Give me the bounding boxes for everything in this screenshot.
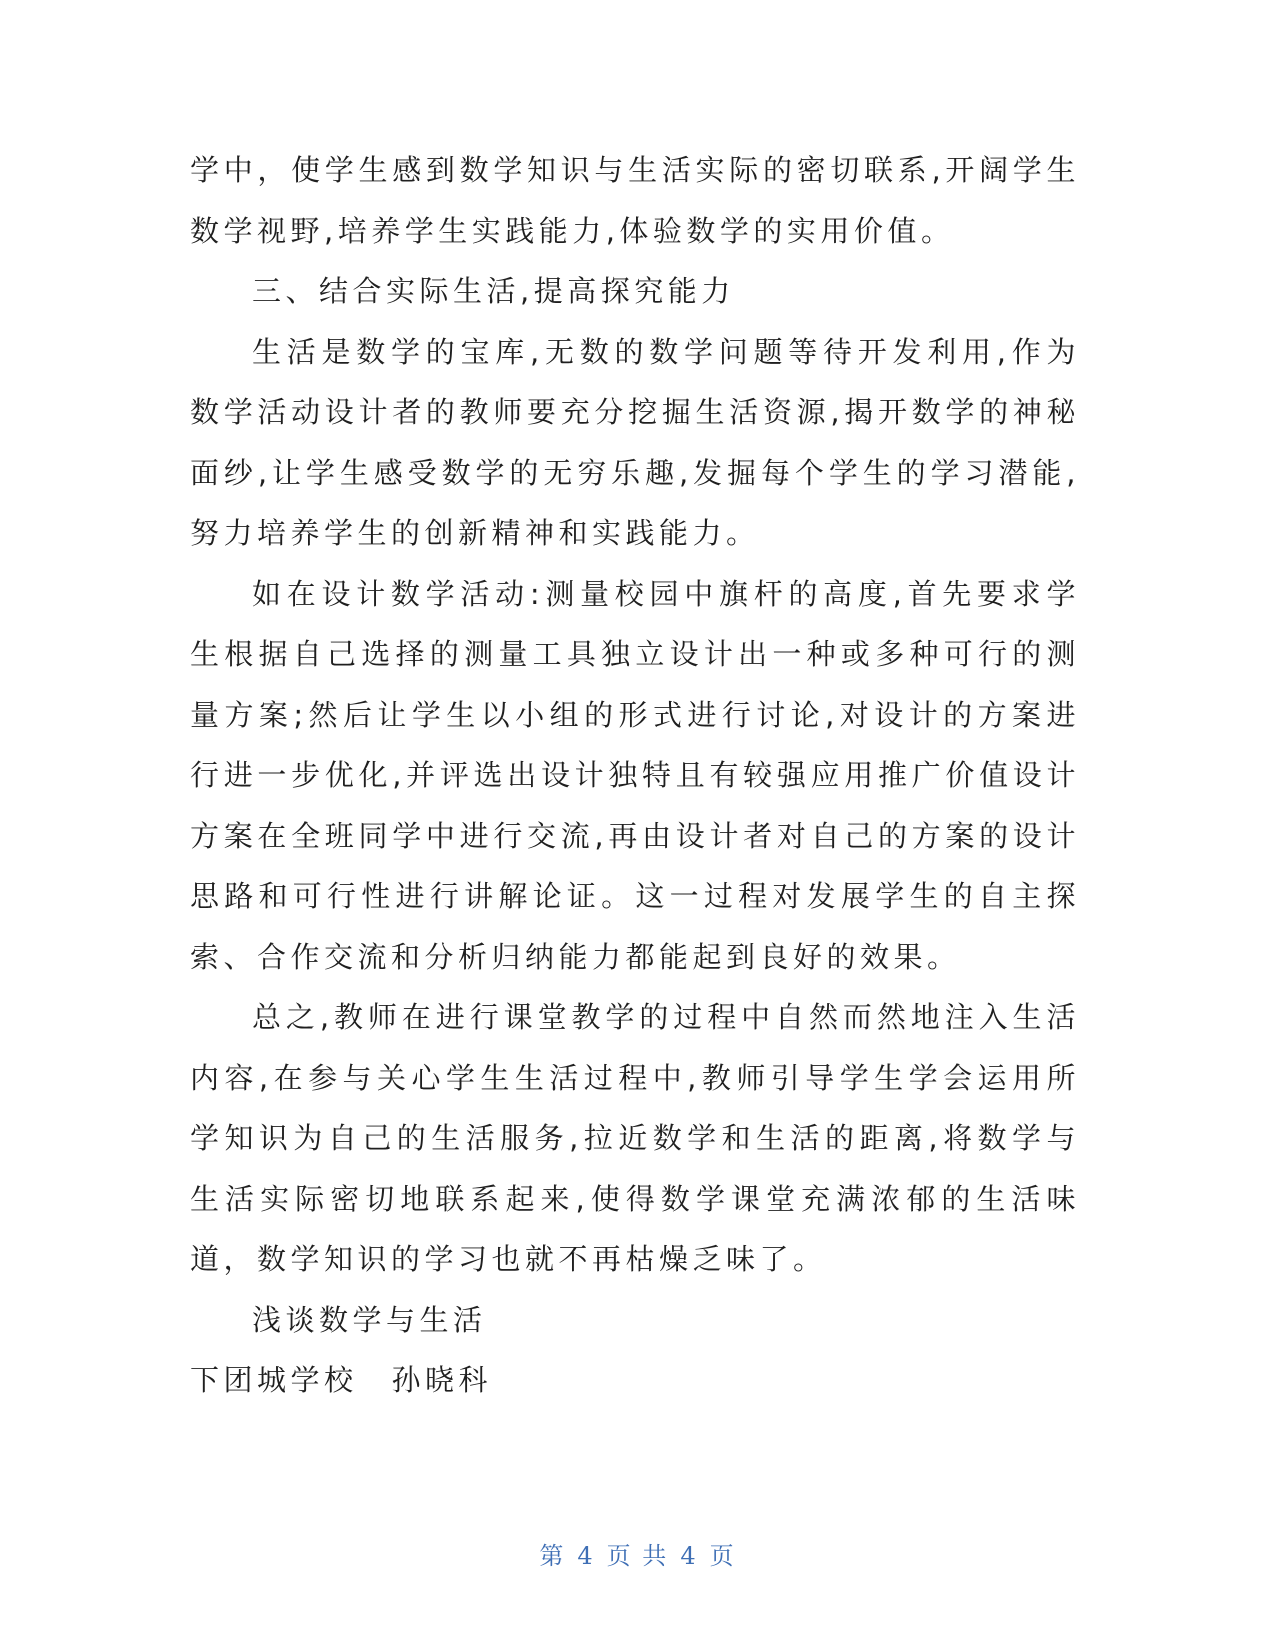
- page-footer: [0, 1536, 1275, 1571]
- paragraph-continuation: 学中，使学生感到数学知识与生活实际的密切联系,开阔学生数学视野,培养学生实践能力,体验数学的实用价值。: [190, 153, 1080, 248]
- closing-title: 浅谈数学与生活: [252, 1302, 487, 1337]
- footer-suffix: 页: [709, 1542, 736, 1570]
- footer-total-pages: 4: [680, 1542, 698, 1570]
- footer-current-page: 4: [577, 1542, 595, 1570]
- author-school: 下团城学校: [190, 1363, 358, 1397]
- paragraph: 如在设计数学活动:测量校园中旗杆的高度,首先要求学生根据自己选择的测量工具独立设计出一种或多种可行的测量方案;然后让学生以小组的形式进行讨论,对设计的方案进行进一步优化,并评选出设计独特且有较强应用推广价值设计方案在全班同学中进行交流,再由设计者对自己的方案的设计思路和可行性进行讲解论证。这一过程对发展学生的自主探索、合作交流和分析归纳能力都能起到良好的效果。: [190, 576, 1080, 974]
- paragraph: 生活是数学的宝库,无数的数学问题等待开发利用,作为数学活动设计者的教师要充分挖掘生活资源,揭开数学的神秘面纱,让学生感受数学的无穷乐趣,发掘每个学生的学习潜能,努力培养学生的创新精神和实践能力。: [190, 334, 1080, 550]
- footer-prefix: 第: [539, 1542, 566, 1570]
- footer-middle: 页 共: [606, 1542, 669, 1570]
- author-line: [190, 1350, 1080, 1411]
- document-body: [190, 140, 1080, 1411]
- paragraph: 总之,教师在进行课堂教学的过程中自然而然地注入生活内容,在参与关心学生生活过程中,教师引导学生学会运用所学知识为自己的生活服务,拉近数学和生活的距离,将数学与生活实际密切地联系起来,使得数学课堂充满浓郁的生活味道，数学知识的学习也就不再枯燥乏味了。: [190, 1000, 1080, 1276]
- section-heading: 三、结合实际生活,提高探究能力: [252, 274, 735, 308]
- author-name: 孙晓科: [391, 1363, 493, 1397]
